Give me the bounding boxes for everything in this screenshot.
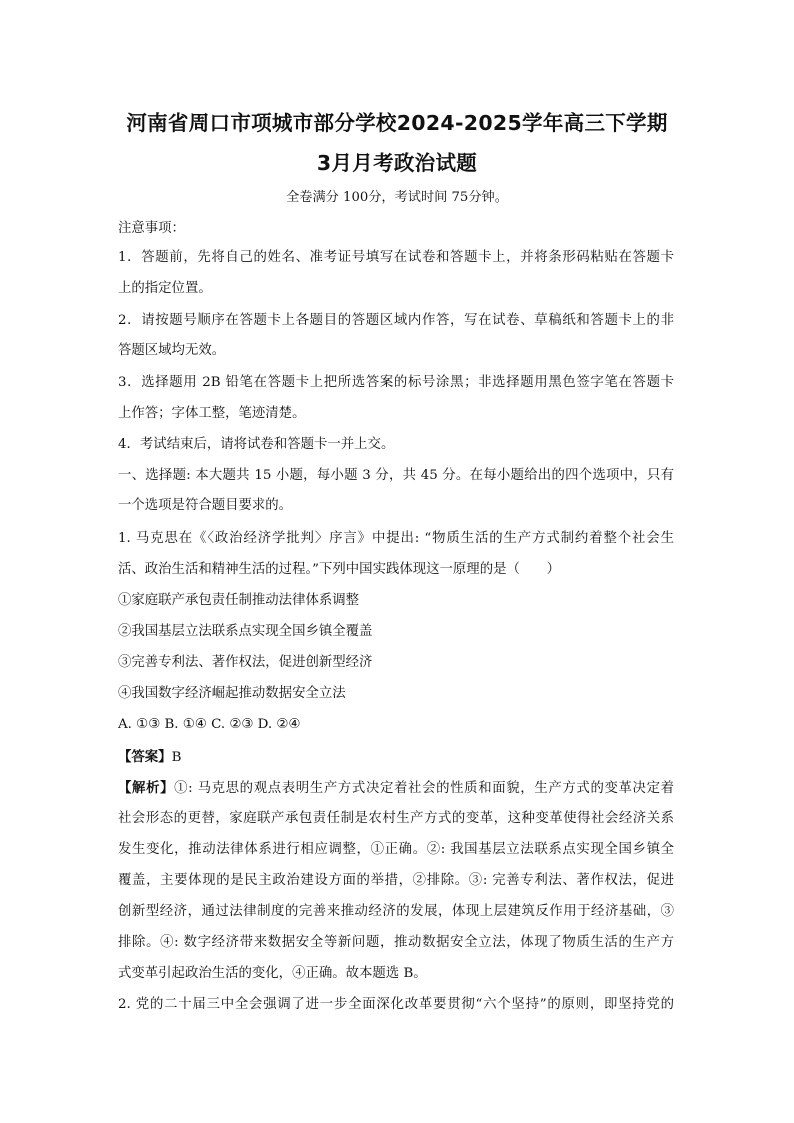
analysis-label: 【解析】	[118, 780, 175, 796]
notice-heading: 注意事项：	[118, 221, 185, 236]
q1-stem: 1. 马克思在《〈政治经济学批判〉序言》中提出: “物质生活的生产方式制约着整个社会生	[118, 531, 674, 546]
q1-choices: A. ①③ B. ①④ C. ②③ D. ②④	[118, 717, 301, 732]
q1-option: ④我国数字经济崛起推动数据安全立法	[118, 686, 346, 701]
q2-stem: 2. 党的二十届三中全会强调了进一步全面深化改革要贯彻“六个坚持”的原则，即坚持党的	[118, 997, 674, 1012]
notice-item: 2．请按题号顺序在答题卡上各题目的答题区域内作答，写在试卷、草稿纸和答题卡上的非	[118, 313, 674, 328]
document-title-line2: 3月月考政治试题	[316, 151, 478, 175]
q1-analysis	[118, 778, 674, 799]
q1-analysis-line: 社会形态的更替，家庭联产承包责任制是农村生产方式的变革，这种变革使得社会经济关系	[118, 811, 674, 826]
notice-item: 3．选择题用 2B 铅笔在答题卡上把所选答案的标号涂黑；非选择题用黑色签字笔在答题卡	[118, 375, 674, 390]
answer-value: B	[171, 750, 182, 765]
notice-item: 上作答；字体工整，笔迹清楚。	[118, 406, 306, 421]
notice-item: 4．考试结束后，请将试卷和答题卡一并上交。	[118, 437, 395, 452]
notice-item: 上的指定位置。	[118, 281, 212, 296]
q1-analysis-line: 式变革引起政治生活的变化，④正确。故本题选 B。	[118, 966, 427, 981]
q1-analysis-line: 排除。④: 数字经济带来数据安全等新问题，推动数据安全立法，体现了物质生活的生产方	[118, 935, 674, 950]
q1-stem-cont: 活、政治生活和精神生活的过程。”下列中国实践体现这一原理的是（ ）	[118, 562, 561, 577]
section-heading-cont: 一个选项是符合题目要求的。	[118, 498, 293, 513]
notice-item: 1．答题前，先将自己的姓名、准考证号填写在试卷和答题卡上，并将条形码粘贴在答题卡	[118, 250, 674, 265]
analysis-text: ①: 马克思的观点表明生产方式决定着社会的性质和面貌，生产方式的变革决定着	[174, 781, 675, 796]
q1-option: ②我国基层立法联系点实现全国乡镇全覆盖	[118, 624, 373, 639]
notice-item: 答题区域均无效。	[118, 343, 226, 358]
document-title-line1: 河南省周口市项城市部分学校2024-2025学年高三下学期	[126, 111, 668, 135]
section-heading: 一、选择题: 本大题共 15 小题，每小题 3 分，共 45 分。在每小题给出的四个选项中，只有	[118, 468, 674, 483]
q1-option: ③完善专利法、著作权法，促进创新型经济	[118, 655, 373, 670]
answer-label: 【答案】	[118, 749, 172, 765]
q1-answer	[118, 747, 181, 768]
exam-info: 全卷满分 100分，考试时间 75分钟。	[286, 190, 508, 205]
q1-analysis-line: 发生变化，推动法律体系进行相应调整，①正确。②: 我国基层立法联系点实现全国乡镇全	[118, 842, 674, 857]
q1-analysis-line: 创新型经济，通过法律制度的完善来推动经济的发展，体现上层建筑反作用于经济基础，③	[118, 904, 674, 919]
q1-option: ①家庭联产承包责任制推动法律体系调整	[118, 593, 360, 608]
q1-analysis-line: 覆盖，主要体现的是民主政治建设方面的举措，②排除。③: 完善专利法、著作权法，促进	[118, 873, 674, 888]
